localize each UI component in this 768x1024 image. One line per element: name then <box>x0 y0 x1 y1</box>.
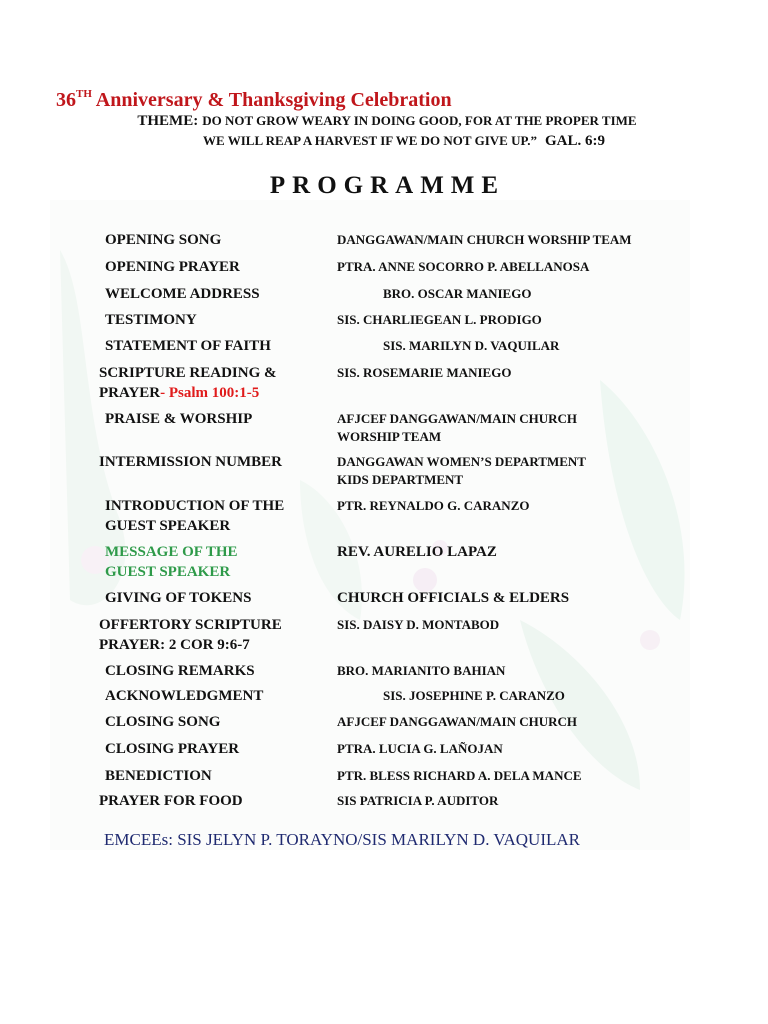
programme-item <box>105 542 238 582</box>
programme-item <box>99 452 282 472</box>
programme-item <box>105 496 284 536</box>
programme-item-line <box>105 310 197 330</box>
programme-item-text: PRAISE & WORSHIP <box>105 411 253 427</box>
responsible-line: PTRA. ANNE SOCORRO P. ABELLANOSA <box>337 259 590 274</box>
programme-item-line <box>105 712 220 732</box>
programme-item <box>105 661 255 681</box>
programme-responsible <box>383 285 531 303</box>
programme-item-text: INTERMISSION NUMBER <box>99 454 282 470</box>
programme-item-text: GUEST SPEAKER <box>105 564 231 580</box>
responsible-line: SIS PATRICIA P. AUDITOR <box>337 793 499 808</box>
programme-responsible <box>337 410 577 446</box>
programme-item-line <box>105 588 251 608</box>
programme-responsible <box>337 616 499 634</box>
programme-item-text: OPENING SONG <box>105 232 222 248</box>
responsible-line: PTR. REYNALDO G. CARANZO <box>337 498 530 513</box>
scripture-reference: - Psalm 100:1-5 <box>160 385 260 401</box>
programme-item <box>105 588 251 608</box>
responsible-line: PTR. BLESS RICHARD A. DELA MANCE <box>337 768 582 783</box>
programme-item-line <box>99 635 282 655</box>
programme-item-text: CLOSING REMARKS <box>105 663 255 679</box>
programme-responsible <box>337 588 569 608</box>
programme-item-line <box>105 409 252 429</box>
programme-item <box>105 310 197 330</box>
responsible-line: SIS. MARILYN D. VAQUILAR <box>383 338 560 353</box>
programme-responsible <box>337 258 589 276</box>
responsible-line: SIS. DAISY D. MONTABOD <box>337 617 500 632</box>
programme-item-line <box>105 562 238 582</box>
programme-item-text: TESTIMONY <box>105 312 197 328</box>
programme-item-line <box>105 284 260 304</box>
programme-item-text: OFFERTORY SCRIPTURE <box>99 617 282 633</box>
responsible-line: DANGGAWAN WOMEN’S DEPARTMENT <box>337 454 586 469</box>
programme-item-text: STATEMENT OF FAITH <box>105 338 271 354</box>
programme-item <box>105 336 271 356</box>
programme-responsible <box>337 453 586 489</box>
responsible-line: REV. AURELIO LAPAZ <box>337 544 497 560</box>
responsible-line: SIS. ROSEMARIE MANIEGO <box>337 365 512 380</box>
programme-item-text: PRAYER <box>99 385 161 401</box>
anniversary-number: 36 <box>56 89 76 111</box>
programme-item <box>105 686 263 706</box>
programme-item <box>99 791 243 811</box>
programme-responsible <box>337 792 498 810</box>
responsible-line: SIS. CHARLIEGEAN L. PRODIGO <box>337 312 542 327</box>
programme-item <box>99 363 277 403</box>
programme-item-text: PRAYER: 2 COR 9:6-7 <box>99 637 250 653</box>
programme-responsible <box>383 687 565 705</box>
responsible-line: PTRA. LUCIA G. LAÑOJAN <box>337 741 503 756</box>
programme-item-text: INTRODUCTION OF THE <box>105 498 285 514</box>
responsible-line: WORSHIP TEAM <box>337 429 442 444</box>
programme-item-line <box>105 686 263 706</box>
programme-item-line <box>105 516 284 536</box>
theme-reference: GAL. 6:9 <box>544 133 605 149</box>
theme-text-line1: DO NOT GROW WEARY IN DOING GOOD, FOR AT THE PROPER TIME <box>202 113 637 128</box>
programme-item-line <box>105 766 212 786</box>
programme-item-line <box>99 791 243 811</box>
responsible-line: SIS. JOSEPHINE P. CARANZO <box>383 688 565 703</box>
programme-item-line <box>99 363 277 383</box>
responsible-line: BRO. MARIANITO BAHIAN <box>337 663 506 678</box>
celebration-title-text: Anniversary & Thanksgiving Celebration <box>91 89 452 111</box>
programme-item-line <box>99 452 282 472</box>
programme-item-line <box>105 739 239 759</box>
responsible-line: DANGGAWAN/MAIN CHURCH WORSHIP TEAM <box>337 232 632 247</box>
programme-item-text: PRAYER FOR FOOD <box>99 793 243 809</box>
programme-responsible <box>383 337 559 355</box>
theme-block <box>0 111 768 151</box>
responsible-line: CHURCH OFFICIALS & ELDERS <box>337 590 570 606</box>
programme-responsible <box>337 231 632 249</box>
programme-item <box>105 712 220 732</box>
programme-item <box>105 739 239 759</box>
programme-item <box>99 615 282 655</box>
programme-item-line <box>105 230 221 250</box>
programme-item-text: MESSAGE OF THE <box>105 544 238 560</box>
programme-item-text: ACKNOWLEDGMENT <box>105 688 264 704</box>
programme-item-text: SCRIPTURE READING & <box>99 365 277 381</box>
programme-responsible <box>337 311 542 329</box>
programme-item-text: GIVING OF TOKENS <box>105 590 252 606</box>
programme-responsible <box>337 740 503 758</box>
programme-item-line <box>105 336 271 356</box>
programme-item <box>105 766 212 786</box>
programme-item-text: CLOSING SONG <box>105 714 221 730</box>
responsible-line: KIDS DEPARTMENT <box>337 472 464 487</box>
programme-responsible <box>337 497 529 515</box>
programme-item-text: CLOSING PRAYER <box>105 741 240 757</box>
programme-item <box>105 284 260 304</box>
programme-item <box>105 409 252 429</box>
programme-item-line <box>99 615 282 635</box>
programme-item-line <box>105 496 284 516</box>
programme-responsible <box>337 542 497 562</box>
programme-responsible <box>337 364 511 382</box>
programme-item-text: WELCOME ADDRESS <box>105 286 260 302</box>
programme-item-line <box>105 661 255 681</box>
programme-item-line <box>99 383 277 403</box>
celebration-title <box>56 88 452 112</box>
programme-responsible <box>337 662 505 680</box>
programme-item-line <box>105 257 240 277</box>
programme-item-text: OPENING PRAYER <box>105 259 240 275</box>
responsible-line: AFJCEF DANGGAWAN/MAIN CHURCH <box>337 411 578 426</box>
programme-item-text: BENEDICTION <box>105 768 212 784</box>
programme-item <box>105 257 240 277</box>
responsible-line: BRO. OSCAR MANIEGO <box>383 286 532 301</box>
theme-text-line2: WE WILL REAP A HARVEST IF WE DO NOT GIVE UP.” <box>203 133 537 148</box>
programme-item-line <box>105 542 238 562</box>
emcees-line: EMCEEs: SIS JELYN P. TORAYNO/SIS MARILYN D. VAQUILAR <box>104 830 580 849</box>
programme-responsible <box>337 713 577 731</box>
theme-label: THEME: <box>137 113 199 129</box>
programme-item-text: GUEST SPEAKER <box>105 518 231 534</box>
responsible-line: AFJCEF DANGGAWAN/MAIN CHURCH <box>337 714 578 729</box>
programme-title: PROGRAMME <box>269 172 506 199</box>
programme-responsible <box>337 767 582 785</box>
anniversary-suffix: TH <box>76 88 92 100</box>
programme-item <box>105 230 221 250</box>
